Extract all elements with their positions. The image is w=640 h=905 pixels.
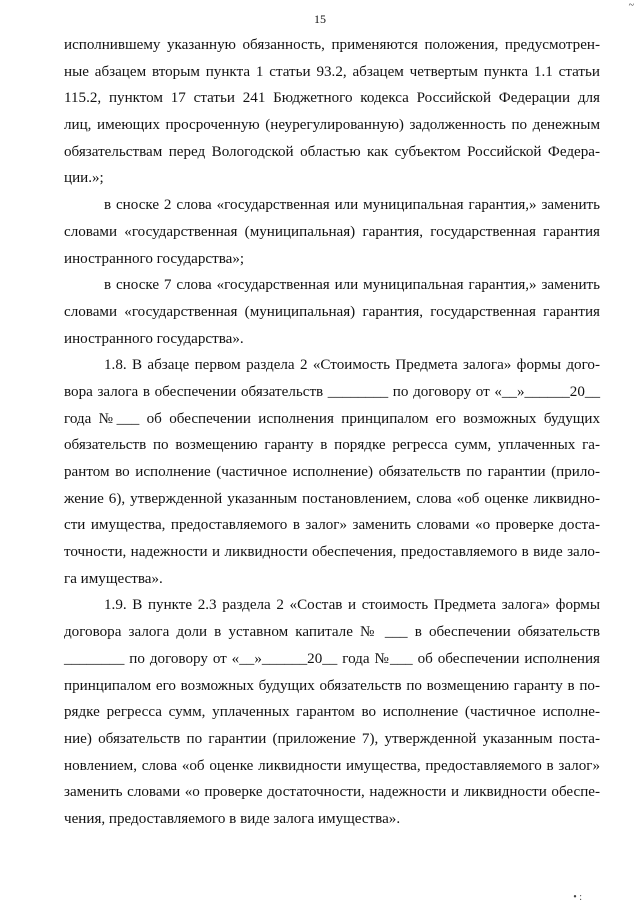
text-line: договора залога доли в уставном капитале № ___ в обеспечении обязательств <box>64 624 600 641</box>
text-line: словами «государственная (муниципальная) гарантия, государственная гарантия <box>64 223 600 240</box>
text-line: иностранного государства»; <box>64 250 245 267</box>
text-line: обязательствам перед Вологодской областью как субъектом Российской Федера- <box>64 143 600 160</box>
text-line: принципалом его возможных будущих обязательств по возмещению гаранту в по- <box>64 677 600 694</box>
text-line: заменить словами «о проверке достаточности, надежности и ликвидности обеспе- <box>64 784 600 801</box>
text-line: жение 6), утвержденной указанным постановлением, слова «об оценке ликвидно- <box>64 490 600 507</box>
text-line: точности, надежности и ликвидности обеспечения, предоставляемого в виде зало- <box>64 544 600 561</box>
text-line: ние) обязательств по гарантии (приложение 7), утвержденной указанным поста- <box>64 730 600 747</box>
text-line: ции.»; <box>64 170 104 187</box>
paragraph-continuation <box>64 32 600 192</box>
paragraph-footnote-2 <box>64 192 600 272</box>
text-line: словами «государственная (муниципальная) гарантия, государственная гарантия <box>64 303 600 320</box>
text-line: иностранного государства». <box>64 330 244 347</box>
text-line: в сноске 2 слова «государственная или муниципальная гарантия,» заменить <box>104 197 600 214</box>
text-line: рантом во исполнение (частичное исполнение) обязательств по гарантии (прило- <box>64 464 600 480</box>
text-line: ________ по договору от «__»______20__ года №___ об обеспечении исполнения <box>64 650 600 667</box>
text-line: 1.9. В пункте 2.3 раздела 2 «Состав и стоимость Предмета залога» формы <box>104 597 600 614</box>
page-number: 15 <box>314 12 326 26</box>
text-line: 1.8. В абзаце первом раздела 2 «Стоимость Предмета залога» формы дого- <box>104 357 600 374</box>
text-line: года №___ об обеспечении исполнения принципалом его возможных будущих <box>64 410 600 427</box>
paragraph-footnote-7 <box>64 272 600 352</box>
text-line: исполнившему указанную обязанность, применяются положения, предусмотрен- <box>64 37 600 53</box>
text-line: сти имущества, предоставляемого в залог» заменить словами «о проверке доста- <box>64 517 600 534</box>
document-body <box>64 32 600 833</box>
text-line: новлением, слова «об оценке ликвидности имущества, предоставляемого в залог» <box>64 757 600 774</box>
text-line: вора залога в обеспечении обязательств ________ по договору от «__»______20__ <box>64 383 600 400</box>
text-line: ные абзацем вторым пункта 1 статьи 93.2, абзацем четвертым пункта 1.1 статьи <box>64 63 600 80</box>
paragraph-item-1-8 <box>64 352 600 592</box>
text-line: обязательств по возмещению гаранту в порядке регресса сумм, уплаченных га- <box>64 437 600 454</box>
text-line: га имущества». <box>64 570 163 587</box>
text-line: лиц, имеющих просроченную (неурегулированную) задолженность по денежным <box>64 117 600 134</box>
text-line: рядке регресса сумм, уплаченных гарантом во исполнение (частичное исполне- <box>64 704 600 721</box>
paragraph-item-1-9 <box>64 592 600 832</box>
corner-mark: ~ <box>628 0 634 11</box>
text-line: чения, предоставляемого в виде залога имущества». <box>64 810 401 827</box>
text-line: в сноске 7 слова «государственная или муниципальная гарантия,» заменить <box>104 277 600 294</box>
bottom-mark: • : <box>573 892 582 903</box>
text-line: 115.2, пунктом 17 статьи 241 Бюджетного кодекса Российской Федерации для <box>64 90 600 107</box>
